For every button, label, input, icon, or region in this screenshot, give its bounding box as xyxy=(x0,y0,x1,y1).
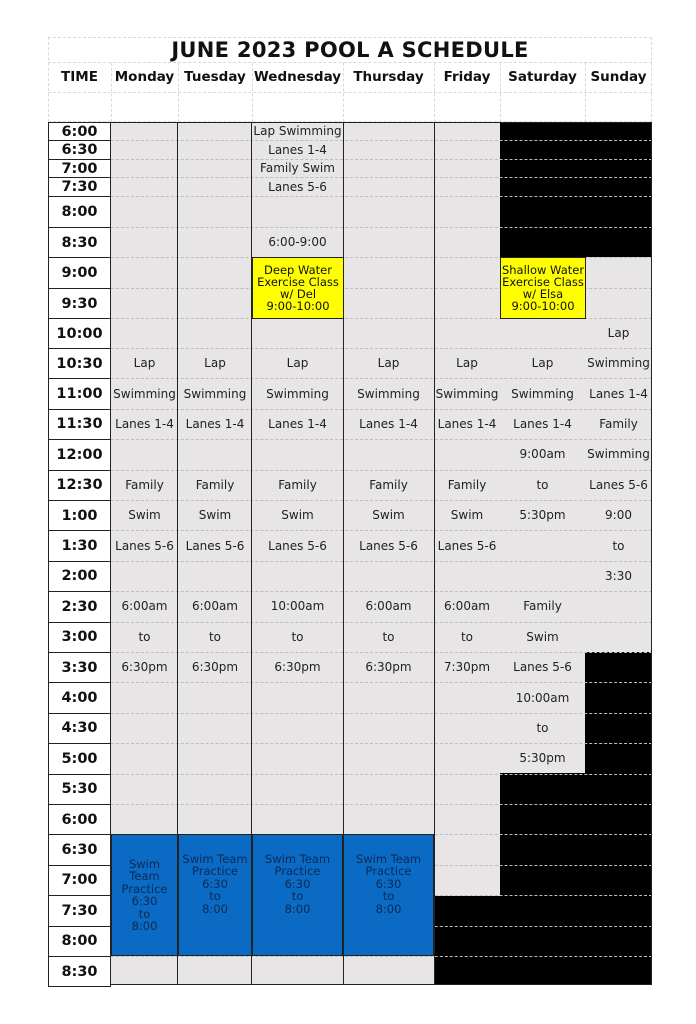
table-right-border xyxy=(651,122,652,985)
schedule-text: 9:00 xyxy=(605,508,632,523)
column-border xyxy=(251,122,252,985)
slot-gridline xyxy=(111,530,652,531)
schedule-text: to xyxy=(291,629,304,644)
schedule-text: Lanes 5-6 xyxy=(437,538,497,553)
schedule-text: Lanes 1-4 xyxy=(437,417,497,431)
schedule-text: to xyxy=(612,538,625,553)
class-line: Deep Water xyxy=(264,263,332,277)
column-border xyxy=(110,122,111,985)
wed-early-line: Lanes 5-6 xyxy=(268,180,327,194)
swim-team-line: 8:00 xyxy=(284,901,311,916)
time-label: 6:00 xyxy=(48,122,111,141)
swim-team-line: 8:00 xyxy=(375,901,402,916)
slot-gridline xyxy=(111,622,652,623)
class-line: w/ Elsa xyxy=(522,287,564,301)
column-border xyxy=(343,122,344,985)
page-title: JUNE 2023 POOL A SCHEDULE xyxy=(171,38,529,62)
time-label: 9:00 xyxy=(48,257,111,289)
time-label: 9:30 xyxy=(48,288,111,319)
swim-team-line: 6:30 xyxy=(375,876,402,891)
table-bottom-border xyxy=(111,984,652,985)
schedule-text: 3:30 xyxy=(605,569,632,583)
schedule-text: 6:30pm xyxy=(121,660,168,675)
time-label: 3:00 xyxy=(48,622,111,653)
column-border xyxy=(177,122,178,985)
time-label: 8:00 xyxy=(48,196,111,228)
swim-team-line: to xyxy=(209,889,221,904)
slot-gridline xyxy=(111,348,652,349)
schedule-text: Swim xyxy=(281,508,314,523)
schedule-text: Family xyxy=(447,477,487,492)
schedule-text: Swimming xyxy=(435,386,499,401)
schedule-text: Family xyxy=(523,599,562,614)
time-label: 11:00 xyxy=(48,378,111,409)
header-tuesday: Tuesday xyxy=(184,69,246,85)
schedule-text: Lanes 5-6 xyxy=(359,538,418,553)
schedule-text: to xyxy=(382,629,395,644)
header-thursday: Thursday xyxy=(353,69,424,85)
slot-gridline xyxy=(111,409,652,410)
slot-gridline xyxy=(111,177,652,178)
slot-gridline xyxy=(111,956,652,957)
swim-team-line: 6:30 xyxy=(284,876,311,891)
time-label: 11:30 xyxy=(48,409,111,440)
schedule-text: 10:00am xyxy=(515,690,570,705)
schedule-text: Lanes 1-4 xyxy=(359,417,418,431)
schedule-text: Lap xyxy=(531,356,554,371)
schedule-text: Lanes 1-4 xyxy=(513,417,572,431)
swim-team-thursday[interactable] xyxy=(343,834,434,956)
slot-gridline xyxy=(111,378,652,379)
deep-water-class[interactable] xyxy=(252,257,344,319)
swim-team-line: to xyxy=(138,906,151,921)
class-line: Shallow Water xyxy=(501,263,585,277)
time-label: 10:00 xyxy=(48,318,111,349)
header-sunday: Sunday xyxy=(590,69,647,85)
time-label: 8:30 xyxy=(48,227,111,258)
column-border xyxy=(434,122,435,985)
schedule-text: Family xyxy=(278,477,317,492)
time-label: 2:30 xyxy=(48,591,111,622)
schedule-text: Lanes 5-6 xyxy=(589,477,648,492)
schedule-text: 6:00am xyxy=(444,599,490,614)
slot-gridline xyxy=(111,439,652,440)
time-label: 8:30 xyxy=(48,956,111,987)
time-label: 6:30 xyxy=(48,834,111,865)
schedule-text: Lap xyxy=(607,326,630,340)
class-line: 9:00-10:00 xyxy=(266,299,330,313)
swim-team-tuesday[interactable] xyxy=(178,834,252,956)
schedule-text: 6:00am xyxy=(192,599,238,614)
time-label: 10:30 xyxy=(48,348,111,379)
schedule-text: to xyxy=(208,629,222,644)
time-label: 6:00 xyxy=(48,804,111,835)
schedule-text: Lanes 1-4 xyxy=(589,386,648,401)
schedule-text: 7:30pm xyxy=(443,660,491,675)
slot-gridline xyxy=(111,713,652,714)
shallow-water-class[interactable] xyxy=(500,257,586,319)
slot-gridline xyxy=(111,774,652,775)
schedule-text: Lap xyxy=(286,356,309,371)
table-top-border xyxy=(111,122,652,123)
swim-team-line: to xyxy=(291,889,304,904)
wed-early-line: 6:00-9:00 xyxy=(268,235,327,249)
schedule-text: 5:30pm xyxy=(519,508,566,523)
time-label: 3:30 xyxy=(48,652,111,683)
time-label: 6:30 xyxy=(48,140,111,160)
time-label: 4:00 xyxy=(48,682,111,713)
closed-fri-sun-late xyxy=(434,896,652,985)
time-label: 5:00 xyxy=(48,743,111,774)
slot-gridline xyxy=(111,591,652,592)
time-label: 1:00 xyxy=(48,500,111,531)
schedule-text: Family xyxy=(369,477,408,492)
schedule-text: Swimming xyxy=(511,386,574,401)
header-saturday: Saturday xyxy=(508,69,577,85)
wed-early-line: Lap Swimming xyxy=(253,124,342,138)
schedule-text: Swimming xyxy=(587,447,650,462)
schedule-text: Lap xyxy=(204,356,226,371)
swim-team-line: Swim xyxy=(128,856,161,871)
swim-team-line: 8:00 xyxy=(131,919,158,933)
slot-gridline xyxy=(111,500,652,501)
wed-early-line: Lanes 1-4 xyxy=(268,143,327,157)
time-label: 2:00 xyxy=(48,561,111,592)
schedule-text: 6:30pm xyxy=(274,660,321,675)
class-line: 9:00-10:00 xyxy=(511,299,575,313)
schedule-text: Swimming xyxy=(183,386,247,401)
swim-team-line: Swim Team xyxy=(355,851,422,866)
schedule-text: Lap xyxy=(377,356,400,371)
schedule-text: Swimming xyxy=(587,356,650,371)
schedule-text: 9:00am xyxy=(519,447,566,462)
time-label: 7:00 xyxy=(48,865,111,896)
slot-gridline xyxy=(111,743,652,744)
swim-team-line: Practice xyxy=(192,864,238,879)
swim-team-monday[interactable] xyxy=(111,834,178,956)
schedule-text: Lanes 1-4 xyxy=(185,417,245,431)
schedule-text: Swimming xyxy=(266,386,329,401)
slot-gridline xyxy=(111,140,652,141)
schedule-text: Lanes 5-6 xyxy=(185,538,245,553)
schedule-text: Lap xyxy=(133,356,156,371)
schedule-text: 6:00am xyxy=(121,599,168,614)
schedule-text: to xyxy=(460,629,474,644)
time-label: 7:30 xyxy=(48,895,111,926)
slot-gridline xyxy=(111,227,652,228)
header-wednesday: Wednesday xyxy=(253,69,342,85)
swim-team-line: Team xyxy=(129,869,160,883)
slot-gridline xyxy=(111,804,652,805)
swim-team-line: 8:00 xyxy=(202,901,228,916)
slot-gridline xyxy=(111,652,652,653)
schedule-text: 5:30pm xyxy=(519,751,566,766)
time-label: 4:30 xyxy=(48,713,111,744)
schedule-text: Swim xyxy=(372,508,405,523)
slot-gridline xyxy=(111,470,652,471)
swim-team-line: Practice xyxy=(365,864,412,879)
schedule-text: 10:00am xyxy=(270,599,325,614)
class-line: Exercise Class xyxy=(257,275,339,289)
swim-team-line: Swim Team xyxy=(264,851,331,866)
schedule-text: 6:30pm xyxy=(191,660,239,675)
schedule-text: Swimming xyxy=(113,386,176,401)
schedule-text: 6:00am xyxy=(365,599,412,614)
wed-early-line: Family Swim xyxy=(260,161,335,175)
header-friday: Friday xyxy=(443,69,491,85)
slot-gridline xyxy=(111,682,652,683)
schedule-text: Lanes 5-6 xyxy=(268,538,327,553)
schedule-text: Swim xyxy=(198,508,232,523)
time-label: 8:00 xyxy=(48,926,111,957)
schedule-text: to xyxy=(138,629,151,644)
schedule-text: 6:30pm xyxy=(365,660,412,675)
header-monday: Monday xyxy=(114,69,175,85)
closed-weekend-morning xyxy=(500,122,652,257)
schedule-text: Swim xyxy=(526,629,559,644)
time-label: 5:30 xyxy=(48,774,111,805)
schedule-text: Family xyxy=(195,477,235,492)
time-label: 12:00 xyxy=(48,439,111,470)
schedule-text: Swim xyxy=(450,508,484,523)
schedule-text: Lanes 5-6 xyxy=(115,538,174,553)
slot-gridline xyxy=(111,196,652,197)
swim-team-line: Practice xyxy=(121,881,168,896)
schedule-text: Lap xyxy=(456,356,478,371)
swim-team-line: Practice xyxy=(274,864,321,879)
schedule-text: Swim xyxy=(128,508,161,523)
schedule-text: Lanes 1-4 xyxy=(115,417,174,431)
schedule-text: Family xyxy=(125,477,164,492)
schedule-text: Swimming xyxy=(357,386,420,401)
swim-team-line: to xyxy=(382,889,395,904)
schedule-text: Family xyxy=(599,417,638,431)
schedule-text: to xyxy=(536,721,549,735)
swim-team-wednesday[interactable] xyxy=(252,834,343,956)
time-label: 7:00 xyxy=(48,159,111,178)
gridline xyxy=(48,92,652,93)
swim-team-line: 6:30 xyxy=(131,894,158,908)
swim-team-line: Swim Team xyxy=(182,851,248,866)
schedule-text: Lanes 5-6 xyxy=(513,660,572,675)
slot-gridline xyxy=(111,159,652,160)
header-time: TIME xyxy=(61,69,98,85)
time-label: 12:30 xyxy=(48,470,111,501)
time-label: 1:30 xyxy=(48,530,111,561)
schedule-text: Lanes 1-4 xyxy=(268,417,327,431)
class-line: w/ Del xyxy=(279,287,317,301)
schedule-text: to xyxy=(536,477,549,492)
slot-gridline xyxy=(111,561,652,562)
swim-team-line: 6:30 xyxy=(202,876,228,891)
class-line: Exercise Class xyxy=(502,275,584,289)
time-label: 7:30 xyxy=(48,177,111,197)
